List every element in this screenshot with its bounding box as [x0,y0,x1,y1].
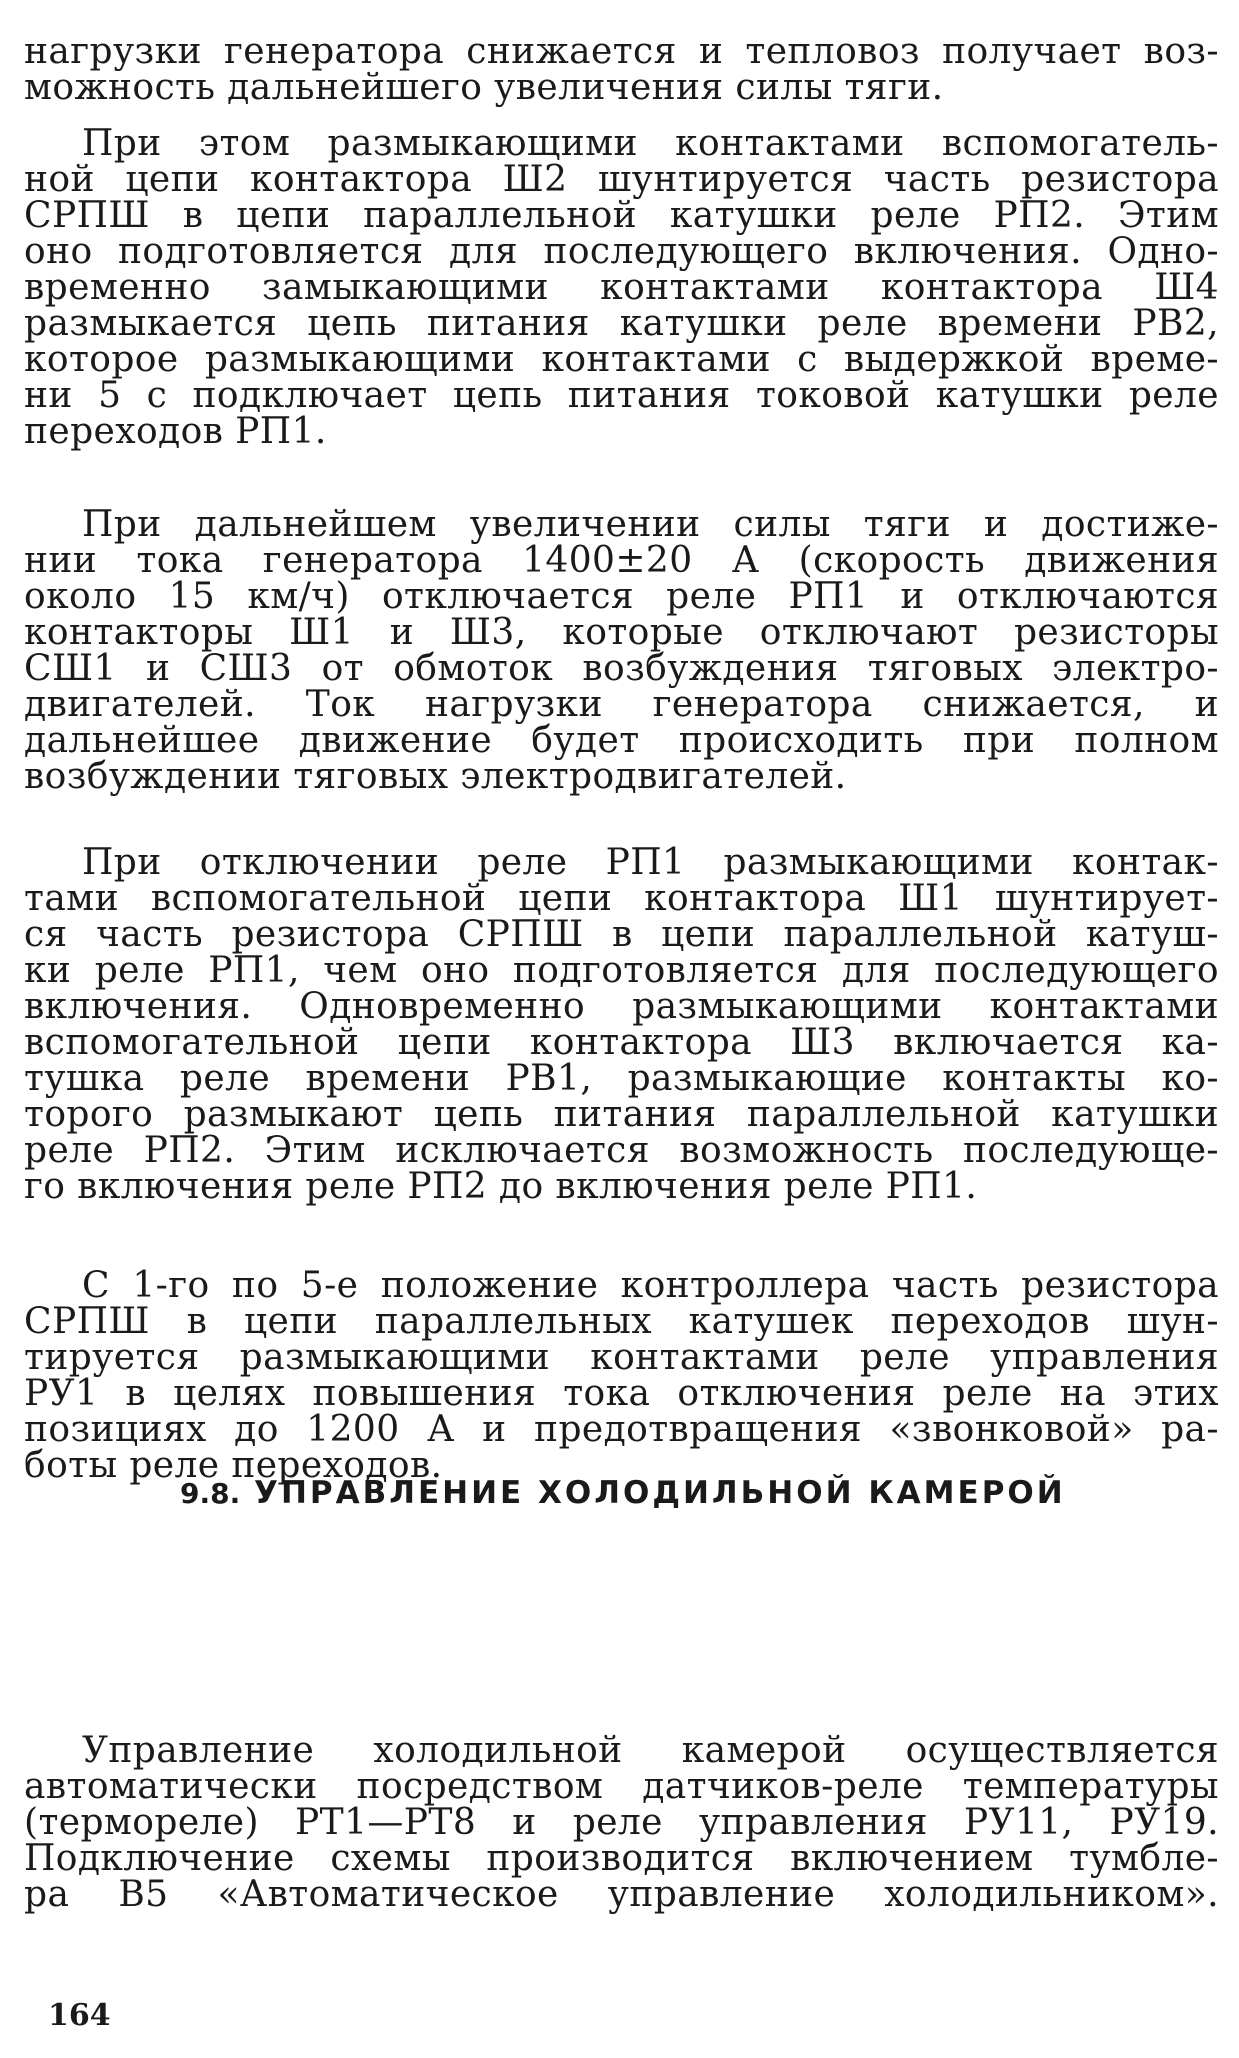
text-line: При отключении реле РП1 размыкающими контак- [82,842,1219,883]
text-line: боты реле переходов. [24,1445,443,1486]
text-line: двигателей. Ток нагрузки генератора снижается, и [24,684,1219,725]
section-heading [180,1475,1066,1511]
text-line: торого размыкают цепь питания параллельной катушки [24,1094,1219,1135]
text-line: около 15 км/ч) отключается реле РП1 и отключаются [24,576,1219,617]
text-line: Подключение схемы производится включением тумбле- [24,1838,1219,1879]
text-line: ся часть резистора СРПШ в цепи параллельной катуш- [24,914,1219,955]
text-line: При этом размыкающими контактами вспомогатель- [82,123,1219,164]
text-line: автоматически посредством датчиков-реле температуры [24,1766,1219,1807]
section-title: УПРАВЛЕНИЕ ХОЛОДИЛЬНОЙ КАМЕРОЙ [254,1475,1066,1511]
page-number: 164 [48,1998,111,2033]
text-line: временно замыкающими контактами контактора Ш4 [24,267,1219,308]
text-line: которое размыкающими контактами с выдержкой време- [24,339,1219,380]
text-line: СРПШ в цепи параллельной катушки реле РП2. Этим [24,195,1219,236]
text-line: Управление холодильной камерой осуществляется [82,1730,1219,1771]
text-line: нии тока генератора 1400±20 А (скорость движения [24,540,1219,581]
paragraph-controller-positions [24,1265,1219,1486]
text-line: вспомогательной цепи контактора Ш3 включается ка- [24,1022,1219,1063]
text-line: включения. Одновременно размыкающими контактами [24,986,1219,1027]
text-line: можность дальнейшего увеличения силы тяги. [24,67,944,108]
text-line: нагрузки генератора снижается и тепловоз получает воз- [24,31,1219,72]
paragraph-sh2-contactor [24,123,1219,452]
text-line: оно подготовляется для последующего включения. Одно- [24,231,1219,272]
text-line: тушка реле времени РВ1, размыкающие контакты ко- [24,1058,1219,1099]
text-line: тируется размыкающими контактами реле управления [24,1337,1219,1378]
text-line: переходов РП1. [24,411,327,452]
text-line: СШ1 и СШ3 от обмоток возбуждения тяговых электро- [24,648,1219,689]
text-line: позициях до 1200 А и предотвращения «звонковой» ра- [24,1409,1219,1450]
text-line: ной цепи контактора Ш2 шунтируется часть резистора [24,159,1219,200]
text-line: (термореле) РТ1—РТ8 и реле управления РУ11, РУ19. [24,1802,1219,1843]
paragraph-refrigerator-control [24,1730,1219,1915]
text-line: ки реле РП1, чем оно подготовляется для последующего [24,950,1219,991]
text-line: СРПШ в цепи параллельных катушек переходов шун- [24,1301,1219,1342]
paragraph-rp1-off [24,842,1219,1207]
text-line: При дальнейшем увеличении силы тяги и достиже- [82,504,1219,545]
paragraph-continuation [24,31,1219,108]
text-line: С 1-го по 5-е положение контроллера часть резистора [82,1265,1219,1306]
text-line: РУ1 в целях повышения тока отключения реле на этих [24,1373,1219,1414]
text-line: го включения реле РП2 до включения реле РП1. [24,1166,978,1207]
text-line: ни 5 с подключает цепь питания токовой катушки реле [24,375,1219,416]
text-line: размыкается цепь питания катушки реле времени РВ2, [24,303,1219,344]
text-line: ра В5 «Автоматическое управление холодильником». [24,1874,1219,1915]
text-line: контакторы Ш1 и Ш3, которые отключают резисторы [24,612,1219,653]
text-line: дальнейшее движение будет происходить при полном [24,720,1219,761]
text-line: реле РП2. Этим исключается возможность последующе- [24,1130,1219,1171]
paragraph-force-increase [24,504,1219,797]
text-line: тами вспомогательной цепи контактора Ш1 шунтирует- [24,878,1219,919]
book-page [24,0,1219,2058]
section-number: 9.8. [180,1477,241,1510]
text-line: возбуждении тяговых электродвигателей. [24,756,847,797]
